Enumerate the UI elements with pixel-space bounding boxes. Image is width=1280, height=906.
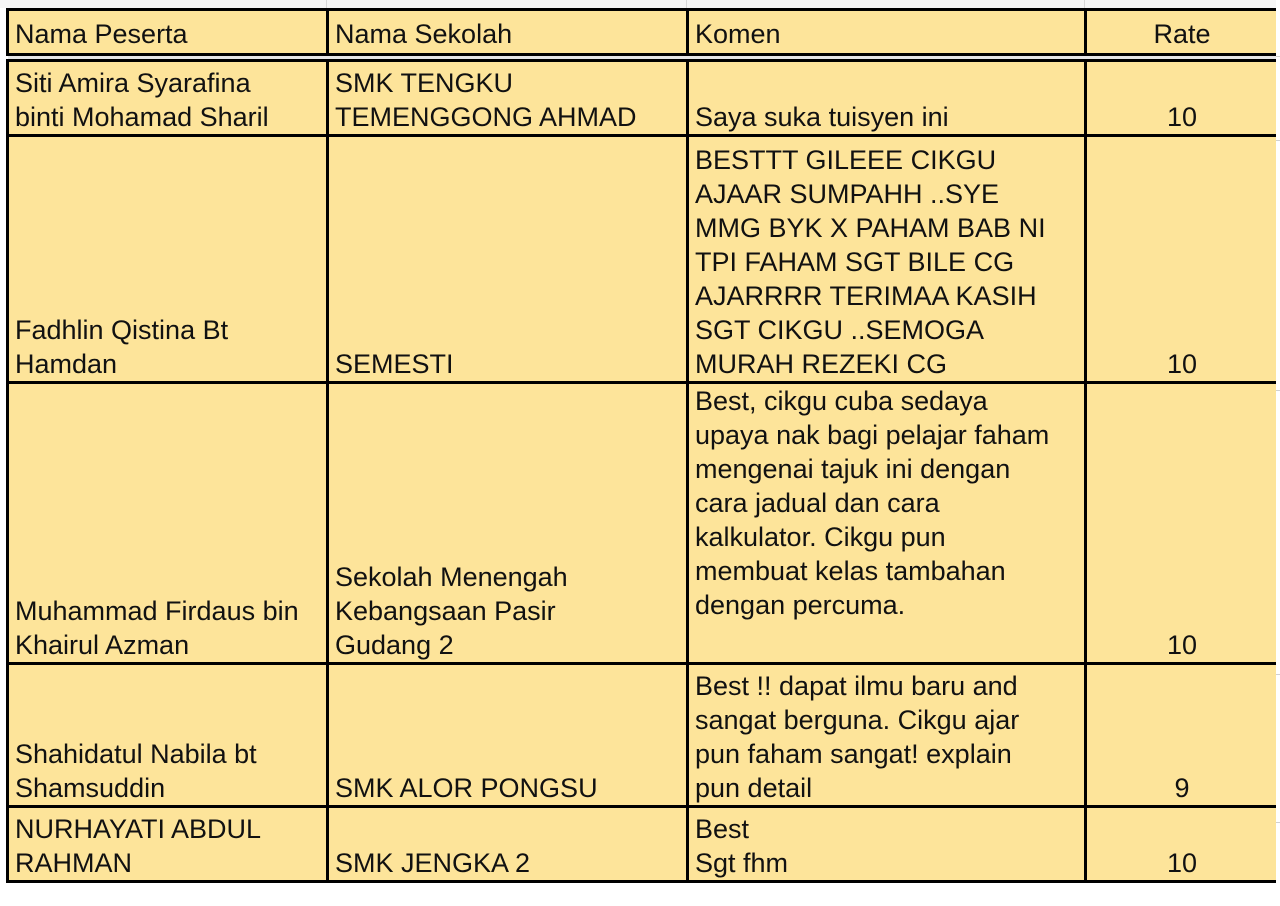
cell-participant-name[interactable]: Fadhlin Qistina Bt Hamdan [8, 136, 328, 383]
header-cell-rate[interactable]: Rate [1086, 10, 1278, 55]
table-row [8, 61, 1278, 136]
cell-rate[interactable]: 10 [1086, 383, 1278, 664]
table-row [8, 807, 1278, 882]
cell-rate[interactable]: 9 [1086, 664, 1278, 807]
table-row [8, 136, 1278, 383]
table-row [8, 383, 1278, 664]
header-cell-komen[interactable]: Komen [688, 10, 1086, 55]
cell-school-name[interactable]: SMK JENGKA 2 [328, 807, 688, 882]
cell-school-name[interactable]: SEMESTI [328, 136, 688, 383]
feedback-table [6, 8, 1279, 883]
cell-participant-name[interactable]: Siti Amira Syarafina binti Mohamad Sharil [8, 61, 328, 136]
cell-participant-name[interactable]: NURHAYATI ABDUL RAHMAN [8, 807, 328, 882]
table-row [8, 664, 1278, 807]
cell-school-name[interactable]: Sekolah Menengah Kebangsaan Pasir Gudang 2 [328, 383, 688, 664]
cell-rate[interactable]: 10 [1086, 61, 1278, 136]
cell-comment[interactable]: BESTTT GILEEE CIKGU AJAAR SUMPAHH ..SYE MMG BYK X PAHAM BAB NI TPI FAHAM SGT BILE CG AJARRRR TERIMAA KASIH SGT CIKGU ..SEMOGA MURAH REZEKI CG [688, 136, 1086, 383]
header-cell-nama-sekolah[interactable]: Nama Sekolah [328, 10, 688, 55]
cell-comment[interactable]: Best Sgt fhm [688, 807, 1086, 882]
cell-rate[interactable]: 10 [1086, 136, 1278, 383]
cell-school-name[interactable]: SMK ALOR PONGSU [328, 664, 688, 807]
cell-participant-name[interactable]: Muhammad Firdaus bin Khairul Azman [8, 383, 328, 664]
column-gridlines [0, 0, 1280, 8]
cell-comment[interactable]: Saya suka tuisyen ini [688, 61, 1086, 136]
cell-rate[interactable]: 10 [1086, 807, 1278, 882]
cell-school-name[interactable]: SMK TENGKU TEMENGGONG AHMAD [328, 61, 688, 136]
row-gridlines [1276, 0, 1280, 906]
header-cell-nama-peserta[interactable]: Nama Peserta [8, 10, 328, 55]
header-row [8, 10, 1278, 55]
cell-participant-name[interactable]: Shahidatul Nabila bt Shamsuddin [8, 664, 328, 807]
cell-comment[interactable]: Best, cikgu cuba sedaya upaya nak bagi pelajar faham mengenai tajuk ini dengan cara jadual dan cara kalkulator. Cikgu pun membuat kelas tambahan dengan percuma. [688, 383, 1086, 664]
cell-comment[interactable]: Best !! dapat ilmu baru and sangat berguna. Cikgu ajar pun faham sangat! explain pun detail [688, 664, 1086, 807]
